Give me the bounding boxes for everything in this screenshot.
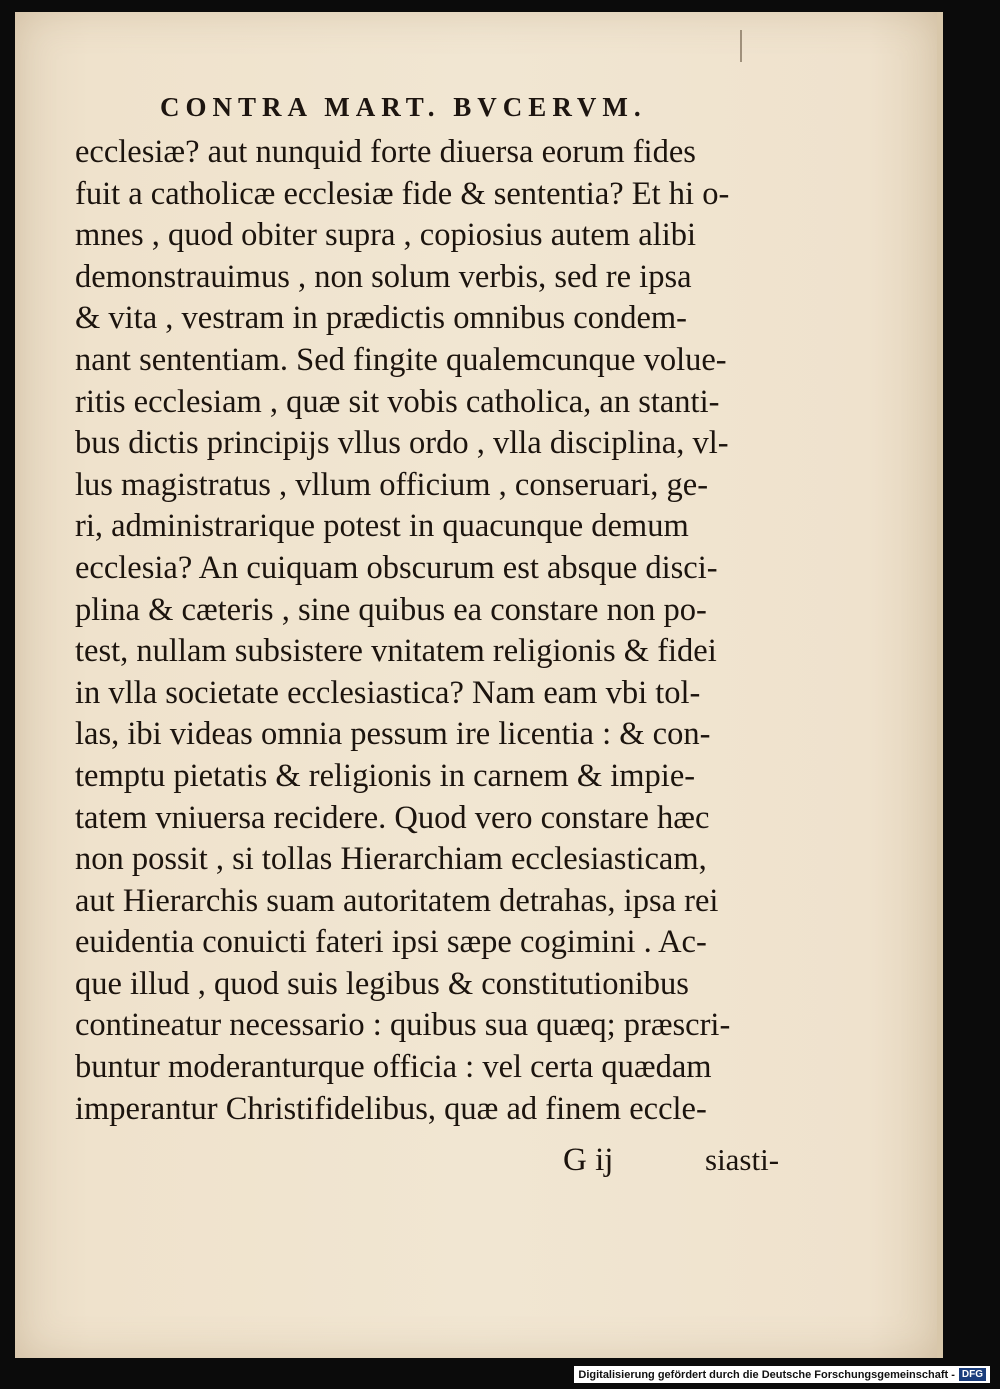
catchword: siasti-: [705, 1142, 780, 1177]
text-line: temptu pietatis & religionis in carnem & impie-: [75, 757, 696, 794]
text-line: & vita , vestram in prædictis omnibus condem-: [75, 300, 687, 337]
book-page: [15, 12, 943, 1358]
text-line: ri, administrarique potest in quacunque demum: [75, 508, 689, 545]
text-line: aut Hierarchis suam autoritatem detrahas, ipsa rei: [75, 882, 719, 919]
text-line: ritis ecclesiam , quæ sit vobis catholica, an stanti-: [75, 383, 720, 420]
text-line: tatem vniuersa recidere. Quod vero constare hæc: [75, 799, 710, 836]
text-line: ecclesia? An cuiquam obscurum est absque disci-: [75, 549, 718, 586]
text-line: mnes , quod obiter supra , copiosius autem alibi: [75, 217, 697, 254]
text-line: euidentia conuicti fateri ipsi sæpe cogimini . Ac-: [75, 924, 707, 961]
text-line: plina & cæteris , sine quibus ea constare non po-: [75, 591, 707, 628]
text-line: demonstrauimus , non solum verbis, sed re ipsa: [75, 258, 692, 295]
text-line: fuit a catholicæ ecclesiæ fide & sententia? Et hi o-: [75, 175, 730, 212]
text-line: bus dictis principijs vllus ordo , vlla disciplina, vl-: [75, 425, 729, 462]
dfg-logo: DFG: [959, 1368, 986, 1381]
text-line: lus magistratus , vllum officium , conseruari, ge-: [75, 466, 709, 503]
page-edge: [937, 12, 943, 1358]
page-mark: [740, 30, 742, 62]
text-line: non possit , si tollas Hierarchiam ecclesiasticam,: [75, 841, 707, 878]
text-line: ecclesiæ? aut nunquid forte diuersa eorum fides: [75, 134, 696, 170]
footer-credit: [574, 1366, 990, 1383]
text-line: imperantur Christifidelibus, quæ ad finem eccle-: [75, 1090, 707, 1127]
footer-text: Digitalisierung gefördert durch die Deutsche Forschungsgemeinschaft -: [578, 1368, 955, 1381]
text-line: nant sententiam. Sed fingite qualemcunque volue-: [75, 341, 727, 378]
text-line: contineatur necessario : quibus sua quæq; præscri-: [75, 1007, 731, 1044]
signature-mark: G ij: [563, 1142, 614, 1178]
body-text: [75, 132, 815, 1130]
text-line: las, ibi videas omnia pessum ire licentia : & con-: [75, 716, 711, 753]
running-head: CONTRA MART. BVCERVM.: [160, 92, 647, 122]
text-line: buntur moderanturque officia : vel certa quædam: [75, 1049, 712, 1086]
text-line: in vlla societate ecclesiastica? Nam eam vbi tol-: [75, 674, 701, 711]
text-line: que illud , quod suis legibus & constitutionibus: [75, 965, 689, 1002]
text-line: test, nullam subsistere vnitatem religionis & fidei: [75, 633, 717, 670]
